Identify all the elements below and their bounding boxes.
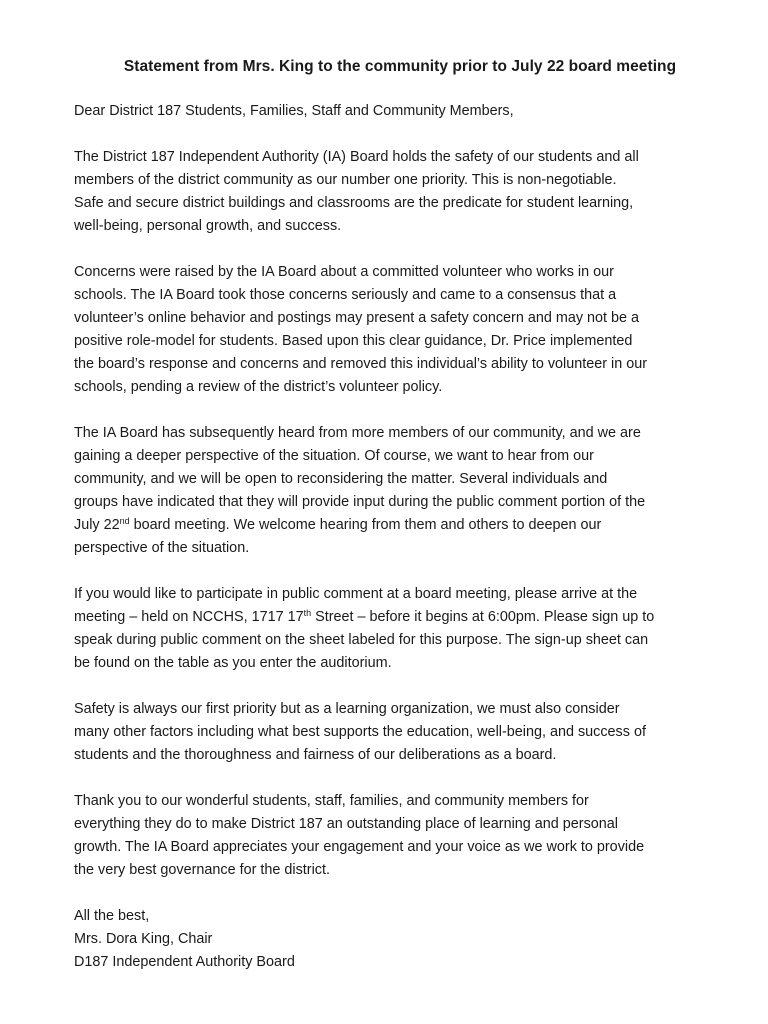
text-line: volunteer’s online behavior and postings may present a safety concern and may not be a: [74, 310, 640, 326]
text-line: gaining a deeper perspective of the situation. Of course, we want to hear from our: [74, 448, 594, 464]
document-title: Statement from Mrs. King to the community prior to July 22 board meeting: [123, 58, 677, 75]
closing-signature: [74, 905, 714, 974]
text-line: perspective of the situation.: [74, 540, 250, 556]
text-line: speak during public comment on the sheet labeled for this purpose. The sign-up sheet can: [74, 632, 649, 648]
text-fragment: July 22: [74, 517, 120, 533]
salutation-line: Dear District 187 Students, Families, Staff and Community Members,: [74, 103, 514, 119]
text-line: The District 187 Independent Authority (IA) Board holds the safety of our students and all: [74, 149, 639, 165]
text-fragment: meeting – held on NCCHS, 1717 17: [74, 609, 304, 625]
text-fragment: Street – before it begins at 6:00pm. Please sign up to: [311, 609, 655, 625]
paragraph-volunteer-concerns: [74, 261, 714, 399]
text-line: [74, 606, 714, 629]
text-line: The IA Board has subsequently heard from more members of our community, and we are: [74, 425, 641, 441]
signer-organization: D187 Independent Authority Board: [74, 954, 295, 970]
text-line: be found on the table as you enter the auditorium.: [74, 655, 392, 671]
paragraph-public-comment: [74, 583, 714, 675]
text-line: If you would like to participate in public comment at a board meeting, please arrive at the: [74, 586, 638, 602]
text-fragment: board meeting. We welcome hearing from them and others to deepen our: [129, 517, 602, 533]
text-line: groups have indicated that they will provide input during the public comment portion of the: [74, 494, 646, 510]
text-line: growth. The IA Board appreciates your engagement and your voice as we work to provide: [74, 839, 645, 855]
text-line: members of the district community as our number one priority. This is non-negotiable.: [74, 172, 617, 188]
text-line: Concerns were raised by the IA Board about a committed volunteer who works in our: [74, 264, 614, 280]
document-page: [74, 58, 714, 974]
superscript: th: [303, 608, 312, 618]
text-line: well-being, personal growth, and success.: [74, 218, 342, 234]
salutation: [74, 100, 714, 123]
text-line: Safe and secure district buildings and classrooms are the predicate for student learning,: [74, 195, 634, 211]
paragraph-learning-organization: [74, 698, 714, 767]
text-line: positive role-model for students. Based upon this clear guidance, Dr. Price implemented: [74, 333, 633, 349]
text-line: Thank you to our wonderful students, staff, families, and community members for: [74, 793, 589, 809]
text-line: the very best governance for the district.: [74, 862, 330, 878]
signoff: All the best,: [74, 908, 150, 924]
text-line: students and the thoroughness and fairness of our deliberations as a board.: [74, 747, 557, 763]
text-line: everything they do to make District 187 an outstanding place of learning and personal: [74, 816, 618, 832]
text-line: many other factors including what best supports the education, well-being, and success of: [74, 724, 646, 740]
paragraph-thank-you: [74, 790, 714, 882]
paragraph-community-perspective: [74, 422, 714, 560]
superscript: nd: [119, 516, 130, 526]
text-line: schools, pending a review of the district’s volunteer policy.: [74, 379, 443, 395]
signer-name: Mrs. Dora King, Chair: [74, 931, 213, 947]
text-line: schools. The IA Board took those concerns seriously and came to a consensus that a: [74, 287, 617, 303]
text-line: the board’s response and concerns and removed this individual’s ability to volunteer in our: [74, 356, 648, 372]
text-line: Safety is always our first priority but as a learning organization, we must also consider: [74, 701, 620, 717]
paragraph-safety-priority: [74, 146, 714, 238]
text-line: [74, 514, 714, 537]
text-line: community, and we will be open to reconsidering the matter. Several individuals and: [74, 471, 608, 487]
